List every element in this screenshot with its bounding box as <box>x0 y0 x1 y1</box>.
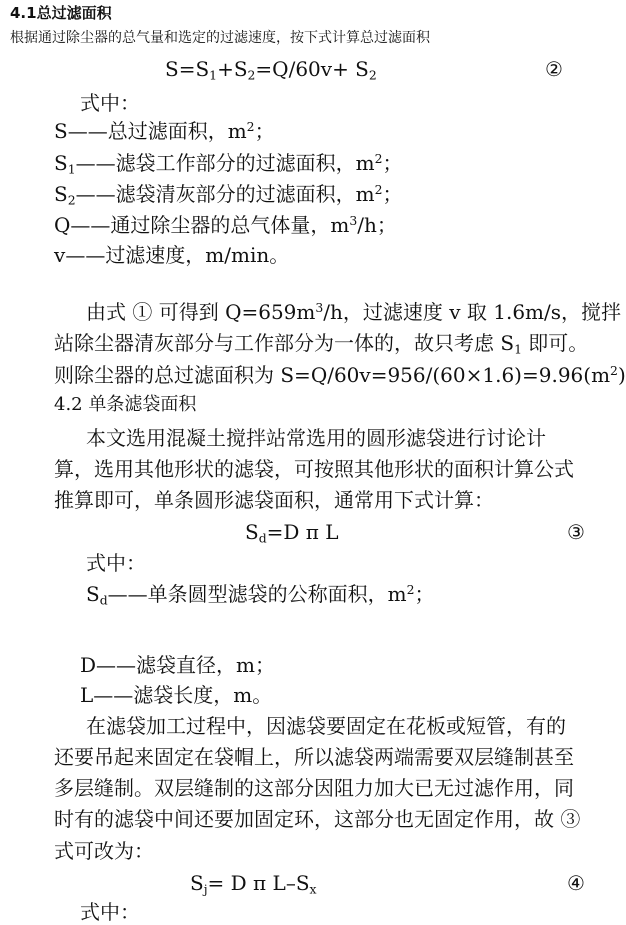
definition-s1: $S_1——$滤袋工作部分的过滤面积，$m^2$； <box>54 151 403 177</box>
equation-number-3: ③ <box>567 520 585 544</box>
definition-s: S——总过滤面积，$m^2$； <box>54 119 275 143</box>
equation-4: $S_j= D$ π $L-S_x$ <box>190 871 317 897</box>
definition-d: D——滤袋直径，m； <box>80 653 275 677</box>
where-label-3: 式中： <box>80 900 140 924</box>
paragraph-1-line-1: 由式 ① 可得到 $Q=659m^3/h$，过滤速度 v 取 1.6m/s，搅拌 <box>86 300 622 324</box>
definition-sd: $S_d——$单条圆型滤袋的公称面积，$m^2$； <box>86 582 435 608</box>
where-label: 式中： <box>80 91 140 115</box>
equation-number-4: ④ <box>567 871 585 895</box>
paragraph-3-line-1: 在滤袋加工过程中，因滤袋要固定在花板或短管，有的 <box>86 714 566 738</box>
section-heading-4-2: 4.2 单条滤袋面积 <box>54 394 197 415</box>
paragraph-3-line-4: 时有的滤袋中间还要加固定环，这部分也无固定作用，故 ③ <box>54 807 581 831</box>
paragraph-1-line-2: 站除尘器清灰部分与工作部分为一体的，故只考虑 $S_1$ 即可。 <box>54 331 589 357</box>
section-heading-4-1: 4.1总过滤面积 <box>10 4 112 22</box>
equation-3: $S_d=D$ π L <box>245 520 339 546</box>
paragraph-2-line-2: 算，选用其他形状的滤袋，可按照其他形状的面积计算公式 <box>54 457 574 481</box>
paragraph-2-line-1: 本文选用混凝土搅拌站常选用的圆形滤袋进行讨论计 <box>86 426 546 450</box>
definition-l: L——滤袋长度，m。 <box>80 683 273 707</box>
paragraph-3-line-2: 还要吊起来固定在袋帽上，所以滤袋两端需要双层缝制甚至 <box>54 745 574 769</box>
intro-text: 根据通过除尘器的总气量和选定的过滤速度，按下式计算总过滤面积 <box>10 30 430 46</box>
paragraph-3-line-3: 多层缝制。双层缝制的这部分因阻力加大已无过滤作用，同 <box>54 776 574 800</box>
paragraph-2-line-3: 推算即可，单条圆形滤袋面积，通常用下式计算： <box>54 488 494 512</box>
equation-number-2: ② <box>545 57 563 81</box>
equation-2: $S=S_1+S_2=Q/60v+ S_2$ <box>165 57 377 83</box>
where-label-2: 式中： <box>86 551 146 575</box>
definition-s2: $S_2——$滤袋清灰部分的过滤面积，$m^2$； <box>54 182 403 208</box>
definition-q: Q——通过除尘器的总气体量，$m^3/h$； <box>54 213 397 237</box>
paragraph-3-line-5: 式可改为： <box>54 839 154 863</box>
definition-v: v——过滤速度，m/min。 <box>54 243 290 267</box>
paragraph-1-line-3: 则除尘器的总过滤面积为 $S=Q/60v=956/(60\times 1.6)=9.96(m^2)$ <box>54 363 626 387</box>
